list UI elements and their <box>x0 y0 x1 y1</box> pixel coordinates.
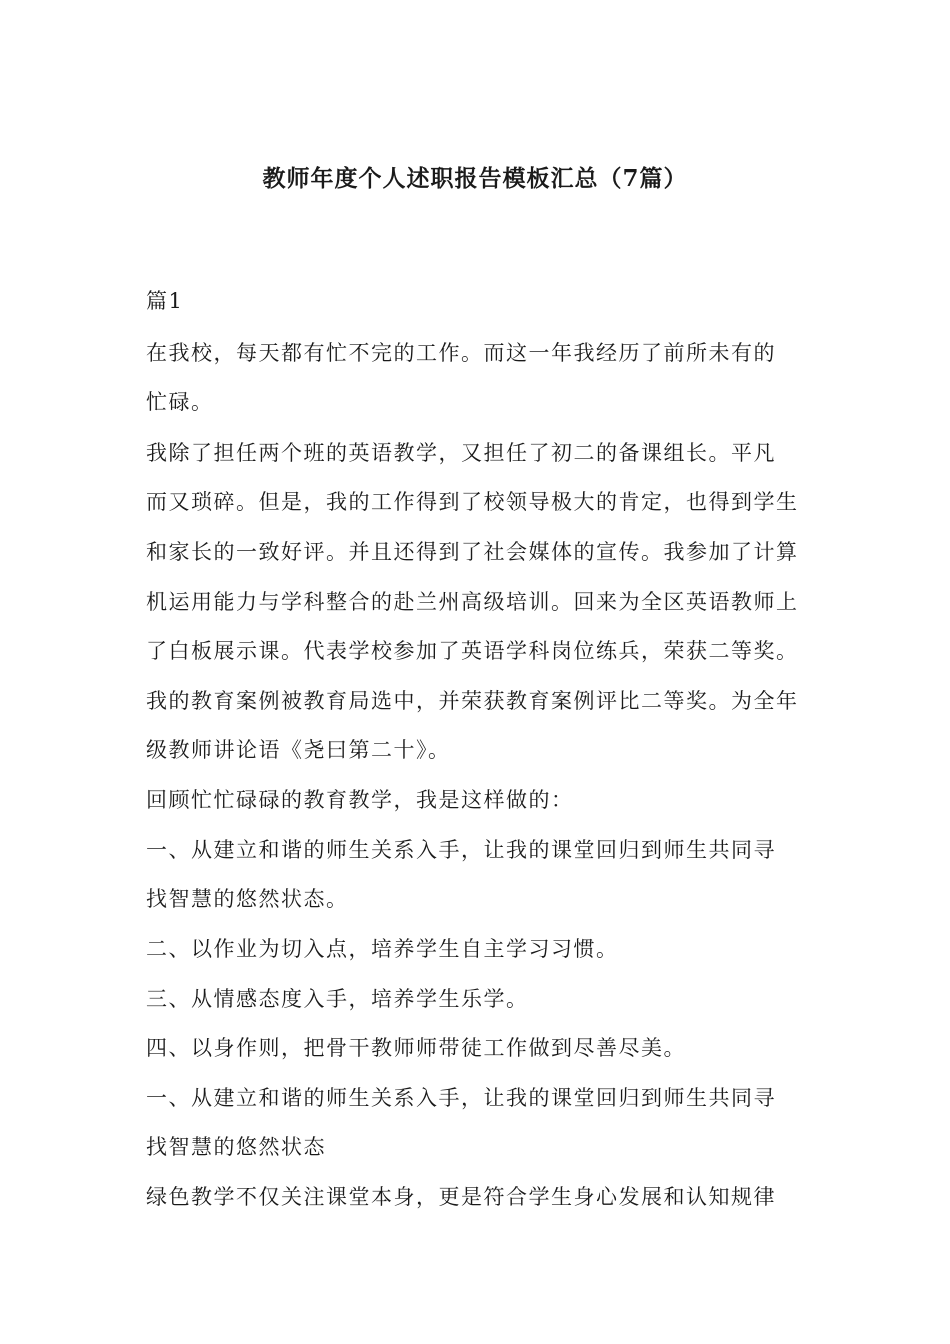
subheading-line: 找智慧的悠然状态 <box>146 1135 326 1159</box>
paragraph-line: 了白板展示课。代表学校参加了英语学科岗位练兵，荣获二等奖。 <box>146 639 799 663</box>
paragraph-line: 我除了担任两个班的英语教学，又担任了初二的备课组长。平凡 <box>146 441 776 465</box>
list-item-line: 找智慧的悠然状态。 <box>146 887 349 911</box>
paragraph-line: 在我校，每天都有忙不完的工作。而这一年我经历了前所未有的 <box>146 341 776 365</box>
paragraph-line: 机运用能力与学科整合的赴兰州高级培训。回来为全区英语教师上 <box>146 590 799 614</box>
subheading-line: 一、从建立和谐的师生关系入手，让我的课堂回归到师生共同寻 <box>146 1086 776 1110</box>
paragraph-line: 回顾忙忙碌碌的教育教学，我是这样做的： <box>146 788 574 812</box>
list-item-line: 二、以作业为切入点，培养学生自主学习习惯。 <box>146 937 619 961</box>
list-item-line: 三、从情感态度入手，培养学生乐学。 <box>146 987 529 1011</box>
list-item-line: 四、以身作则，把骨干教师师带徒工作做到尽善尽美。 <box>146 1036 686 1060</box>
paragraph-line: 而又琐碎。但是，我的工作得到了校领导极大的肯定，也得到学生 <box>146 490 799 514</box>
paragraph-line: 级教师讲论语《尧曰第二十》。 <box>146 738 451 762</box>
document-title: 教师年度个人述职报告模板汇总（7篇） <box>262 165 688 192</box>
paragraph-line: 绿色教学不仅关注课堂本身，更是符合学生身心发展和认知规律 <box>146 1185 776 1209</box>
paragraph-line: 我的教育案例被教育局选中，并荣获教育案例评比二等奖。为全年 <box>146 689 799 713</box>
paragraph-line: 忙碌。 <box>146 390 214 414</box>
list-item-line: 一、从建立和谐的师生关系入手，让我的课堂回归到师生共同寻 <box>146 838 776 862</box>
section-heading: 篇1 <box>146 289 184 313</box>
paragraph-line: 和家长的一致好评。并且还得到了社会媒体的宣传。我参加了计算 <box>146 540 799 564</box>
